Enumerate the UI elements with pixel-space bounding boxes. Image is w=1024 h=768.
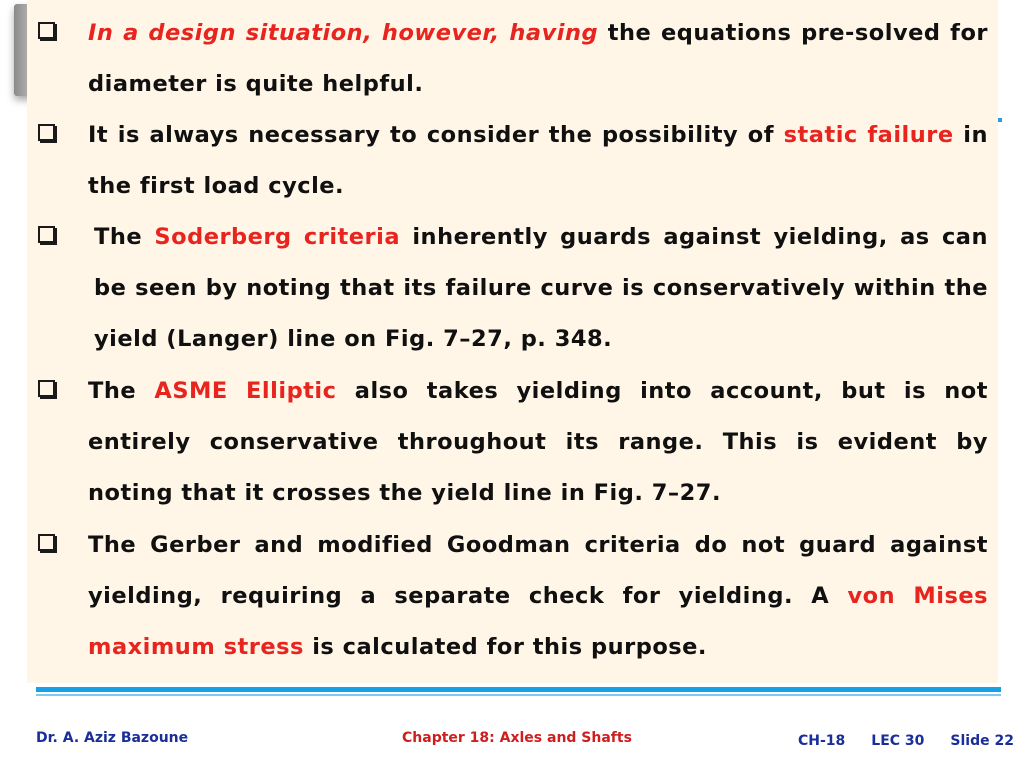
checkbox-bullet-icon bbox=[38, 124, 55, 141]
emphasis-text: In a design situation, however, having bbox=[88, 20, 599, 46]
body-text: inherently guards against yielding, as can be seen by noting that its failure curve is conservatively within the yield (Langer) line on Fig. 7–27, p. 348. bbox=[94, 224, 988, 352]
accent-dot bbox=[998, 118, 1002, 122]
footer-ch: CH-18 bbox=[798, 733, 846, 749]
body-text: the equations pre-solved for diameter is quite helpful. bbox=[88, 20, 988, 97]
footer-divider-thin bbox=[36, 694, 1001, 696]
bullet-1 bbox=[38, 8, 988, 110]
bullet-text bbox=[94, 212, 988, 365]
body-text: It is always necessary to consider the possibility of bbox=[88, 122, 784, 148]
footer-slide-number: Slide 22 bbox=[950, 733, 1014, 749]
body-text: also takes yielding into account, but is not entirely conservative throughout its range. This is evident by noting that it crosses the yield line in Fig. 7–27. bbox=[88, 378, 988, 506]
bullet-text bbox=[88, 110, 988, 212]
body-text: The Gerber and modified Goodman criteria do not guard against yielding, requiring a separate check for yielding. A bbox=[88, 532, 988, 609]
emphasis-text: Soderberg criteria bbox=[154, 224, 401, 250]
bullet-5 bbox=[38, 520, 988, 673]
footer-slide-info bbox=[798, 733, 1014, 749]
footer-author: Dr. A. Aziz Bazoune bbox=[36, 730, 189, 746]
checkbox-bullet-icon bbox=[38, 380, 55, 397]
bullet-4 bbox=[38, 366, 988, 519]
body-text: in the first load cycle. bbox=[88, 122, 988, 199]
body-text: The bbox=[94, 224, 155, 250]
bullet-text bbox=[88, 366, 988, 519]
bullet-2 bbox=[38, 110, 988, 212]
footer-lec: LEC 30 bbox=[871, 733, 925, 749]
emphasis-text: von Mises maximum stress bbox=[88, 583, 988, 660]
body-text: is calculated for this purpose. bbox=[303, 634, 707, 660]
bullet-text bbox=[88, 8, 988, 110]
footer-divider bbox=[36, 687, 1001, 692]
emphasis-text: ASME Elliptic bbox=[154, 378, 337, 404]
body-text: The bbox=[88, 378, 155, 404]
checkbox-bullet-icon bbox=[38, 226, 55, 243]
emphasis-text: static failure bbox=[783, 122, 954, 148]
checkbox-bullet-icon bbox=[38, 22, 55, 39]
bullet-text bbox=[88, 520, 988, 673]
bullet-3 bbox=[38, 212, 988, 365]
checkbox-bullet-icon bbox=[38, 534, 55, 551]
footer-chapter: Chapter 18: Axles and Shafts bbox=[402, 730, 632, 746]
